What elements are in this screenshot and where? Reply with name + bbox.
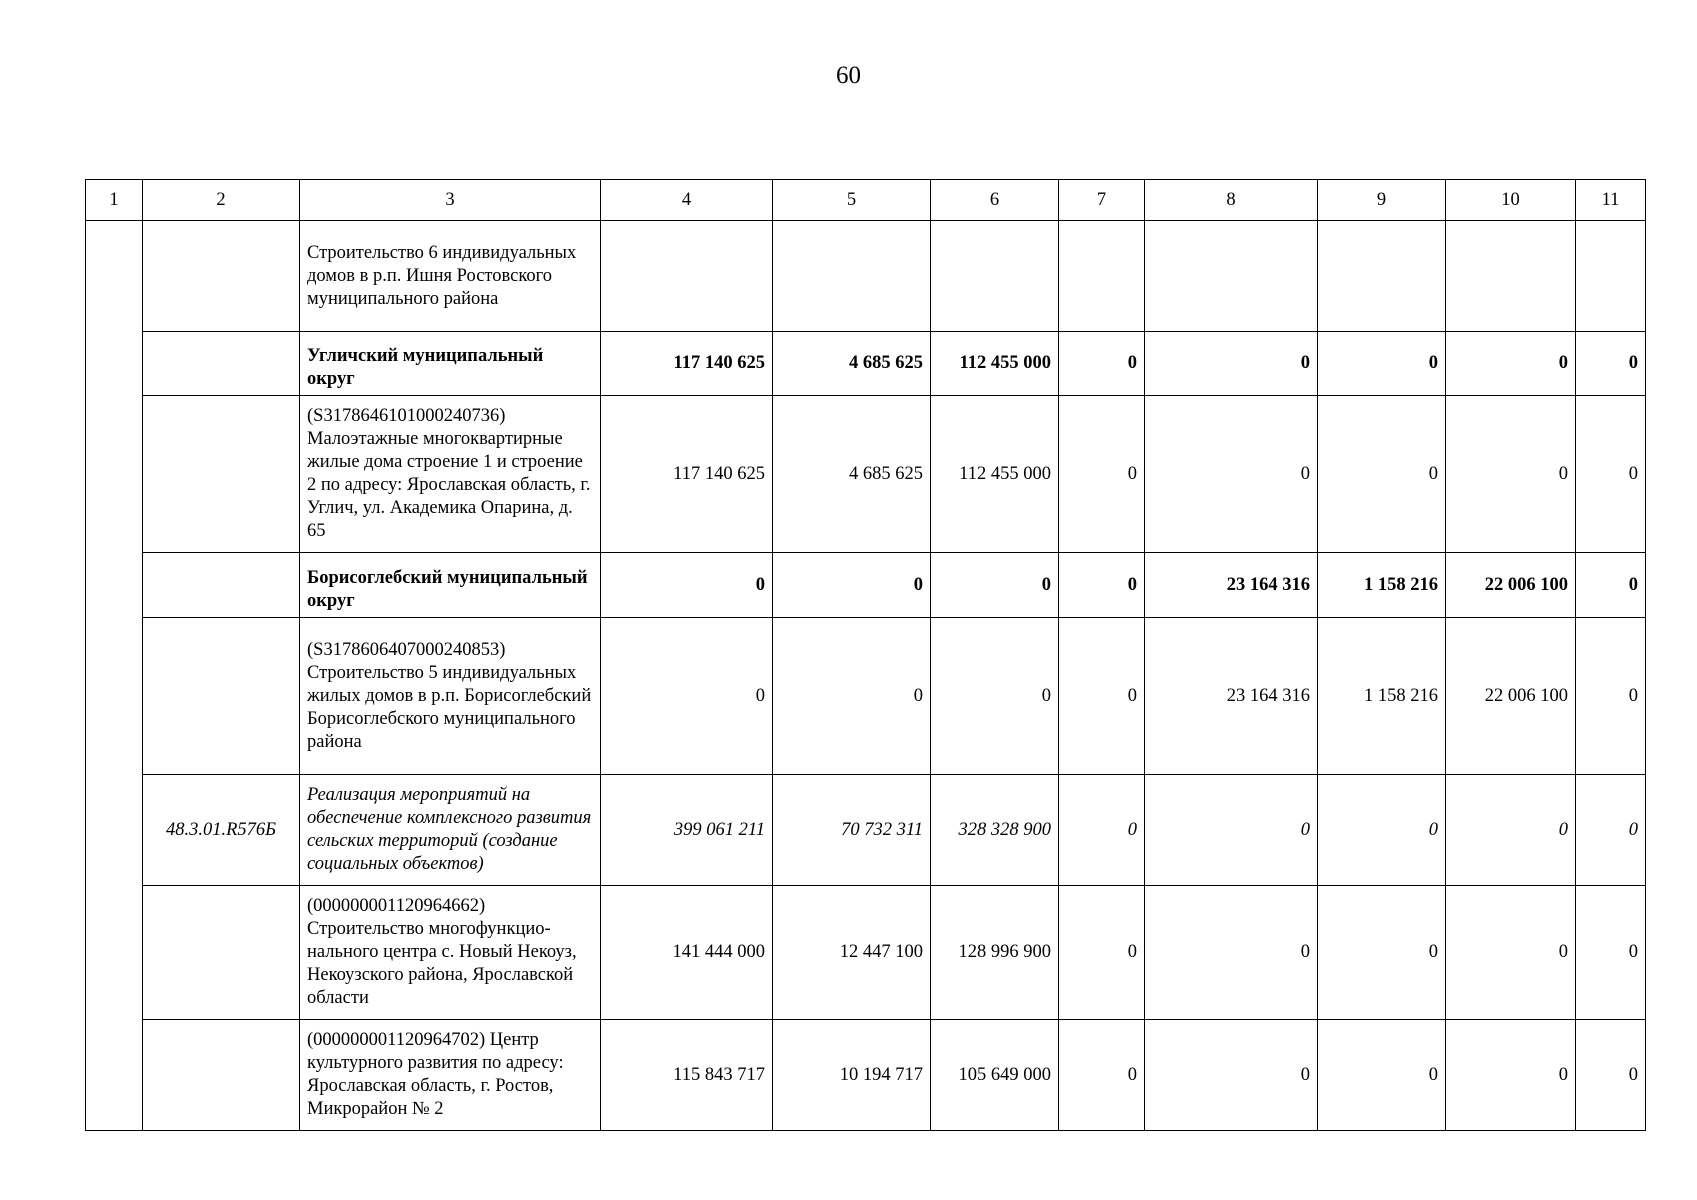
- value-cell: 0: [1145, 332, 1318, 396]
- table-row-subtotal: [86, 553, 1646, 618]
- value-cell: 0: [1446, 1020, 1576, 1131]
- value-cell: 128 996 900: [931, 886, 1059, 1020]
- merged-index-cell: [86, 221, 143, 1131]
- code-cell: [143, 553, 300, 618]
- value-cell: 4 685 625: [773, 396, 931, 553]
- table-row: [86, 618, 1646, 775]
- budget-table: [85, 179, 1646, 1131]
- value-cell: 0: [1059, 775, 1145, 886]
- code-cell: [143, 332, 300, 396]
- name-cell: (S3178646101000240736) Малоэтажные многоквартирные жилые дома строение 1 и строение 2 по адресу: Ярославская область, г. Углич, ул. Академика Опарина, д. 65: [300, 396, 601, 553]
- page-number: 60: [836, 62, 861, 89]
- value-cell: 0: [1059, 1020, 1145, 1131]
- column-header-11: 11: [1576, 180, 1646, 221]
- value-cell: 0: [601, 618, 773, 775]
- value-cell: 0: [773, 553, 931, 618]
- column-header-8: 8: [1145, 180, 1318, 221]
- table-row: [86, 1020, 1646, 1131]
- value-cell: 0: [1318, 886, 1446, 1020]
- value-cell: 0: [1446, 886, 1576, 1020]
- column-header-5: 5: [773, 180, 931, 221]
- column-header-7: 7: [1059, 180, 1145, 221]
- value-cell: 0: [1318, 396, 1446, 553]
- value-cell: [931, 221, 1059, 332]
- value-cell: 117 140 625: [601, 332, 773, 396]
- value-cell: 112 455 000: [931, 396, 1059, 553]
- value-cell: 0: [1446, 396, 1576, 553]
- value-cell: 0: [1576, 775, 1646, 886]
- column-header-2: 2: [143, 180, 300, 221]
- value-cell: 1 158 216: [1318, 553, 1446, 618]
- value-cell: 23 164 316: [1145, 553, 1318, 618]
- value-cell: 0: [1059, 396, 1145, 553]
- value-cell: 0: [1318, 332, 1446, 396]
- name-cell: Строительство 6 индивидуальных домов в р.п. Ишня Ростовского муниципального района: [300, 221, 601, 332]
- name-cell: Реализация мероприятий на обеспечение комплексного развития сельских территорий (создание социальных объектов): [300, 775, 601, 886]
- value-cell: 0: [1145, 1020, 1318, 1131]
- value-cell: [1576, 221, 1646, 332]
- value-cell: 0: [931, 553, 1059, 618]
- value-cell: 23 164 316: [1145, 618, 1318, 775]
- value-cell: 0: [1576, 332, 1646, 396]
- table-row: [86, 221, 1646, 332]
- value-cell: [1145, 221, 1318, 332]
- name-cell: Угличский муниципальный округ: [300, 332, 601, 396]
- code-cell: [143, 396, 300, 553]
- value-cell: 22 006 100: [1446, 553, 1576, 618]
- code-cell: [143, 618, 300, 775]
- header-row: [86, 180, 1646, 221]
- value-cell: 117 140 625: [601, 396, 773, 553]
- value-cell: [773, 221, 931, 332]
- column-header-4: 4: [601, 180, 773, 221]
- value-cell: 0: [1145, 775, 1318, 886]
- value-cell: 141 444 000: [601, 886, 773, 1020]
- code-cell: [143, 221, 300, 332]
- value-cell: 112 455 000: [931, 332, 1059, 396]
- column-header-10: 10: [1446, 180, 1576, 221]
- value-cell: 0: [1576, 396, 1646, 553]
- name-cell: (000000001120964662) Строительство многофункцио-нального центра с. Новый Некоуз, Некоузского района, Ярославской области: [300, 886, 601, 1020]
- value-cell: 0: [931, 618, 1059, 775]
- value-cell: 4 685 625: [773, 332, 931, 396]
- value-cell: 0: [1059, 886, 1145, 1020]
- column-header-1: 1: [86, 180, 143, 221]
- value-cell: 328 328 900: [931, 775, 1059, 886]
- value-cell: 0: [773, 618, 931, 775]
- value-cell: 399 061 211: [601, 775, 773, 886]
- table-row: [86, 886, 1646, 1020]
- table-row: [86, 396, 1646, 553]
- value-cell: 0: [1145, 396, 1318, 553]
- value-cell: 1 158 216: [1318, 618, 1446, 775]
- value-cell: 0: [1576, 553, 1646, 618]
- column-header-9: 9: [1318, 180, 1446, 221]
- value-cell: 0: [1446, 332, 1576, 396]
- value-cell: 0: [1059, 618, 1145, 775]
- value-cell: 0: [1576, 1020, 1646, 1131]
- name-cell: Борисоглебский муниципальный округ: [300, 553, 601, 618]
- value-cell: 0: [1145, 886, 1318, 1020]
- code-cell: 48.3.01.R576Б: [143, 775, 300, 886]
- value-cell: 115 843 717: [601, 1020, 773, 1131]
- value-cell: [1059, 221, 1145, 332]
- value-cell: 0: [1576, 618, 1646, 775]
- value-cell: 12 447 100: [773, 886, 931, 1020]
- table-row-program: [86, 775, 1646, 886]
- value-cell: 10 194 717: [773, 1020, 931, 1131]
- value-cell: 22 006 100: [1446, 618, 1576, 775]
- value-cell: 70 732 311: [773, 775, 931, 886]
- value-cell: 105 649 000: [931, 1020, 1059, 1131]
- value-cell: 0: [1318, 775, 1446, 886]
- column-header-6: 6: [931, 180, 1059, 221]
- value-cell: 0: [601, 553, 773, 618]
- code-cell: [143, 886, 300, 1020]
- value-cell: 0: [1059, 332, 1145, 396]
- value-cell: 0: [1446, 775, 1576, 886]
- value-cell: 0: [1059, 553, 1145, 618]
- value-cell: 0: [1318, 1020, 1446, 1131]
- code-cell: [143, 1020, 300, 1131]
- value-cell: 0: [1576, 886, 1646, 1020]
- name-cell: (000000001120964702) Центр культурного развития по адресу: Ярославская область, г. Ростов, Микрорайон № 2: [300, 1020, 601, 1131]
- name-cell: (S3178606407000240853) Строительство 5 индивидуальных жилых домов в р.п. Борисоглебский Борисоглебского муниципального района: [300, 618, 601, 775]
- column-header-3: 3: [300, 180, 601, 221]
- value-cell: [601, 221, 773, 332]
- table-row-subtotal: [86, 332, 1646, 396]
- value-cell: [1318, 221, 1446, 332]
- value-cell: [1446, 221, 1576, 332]
